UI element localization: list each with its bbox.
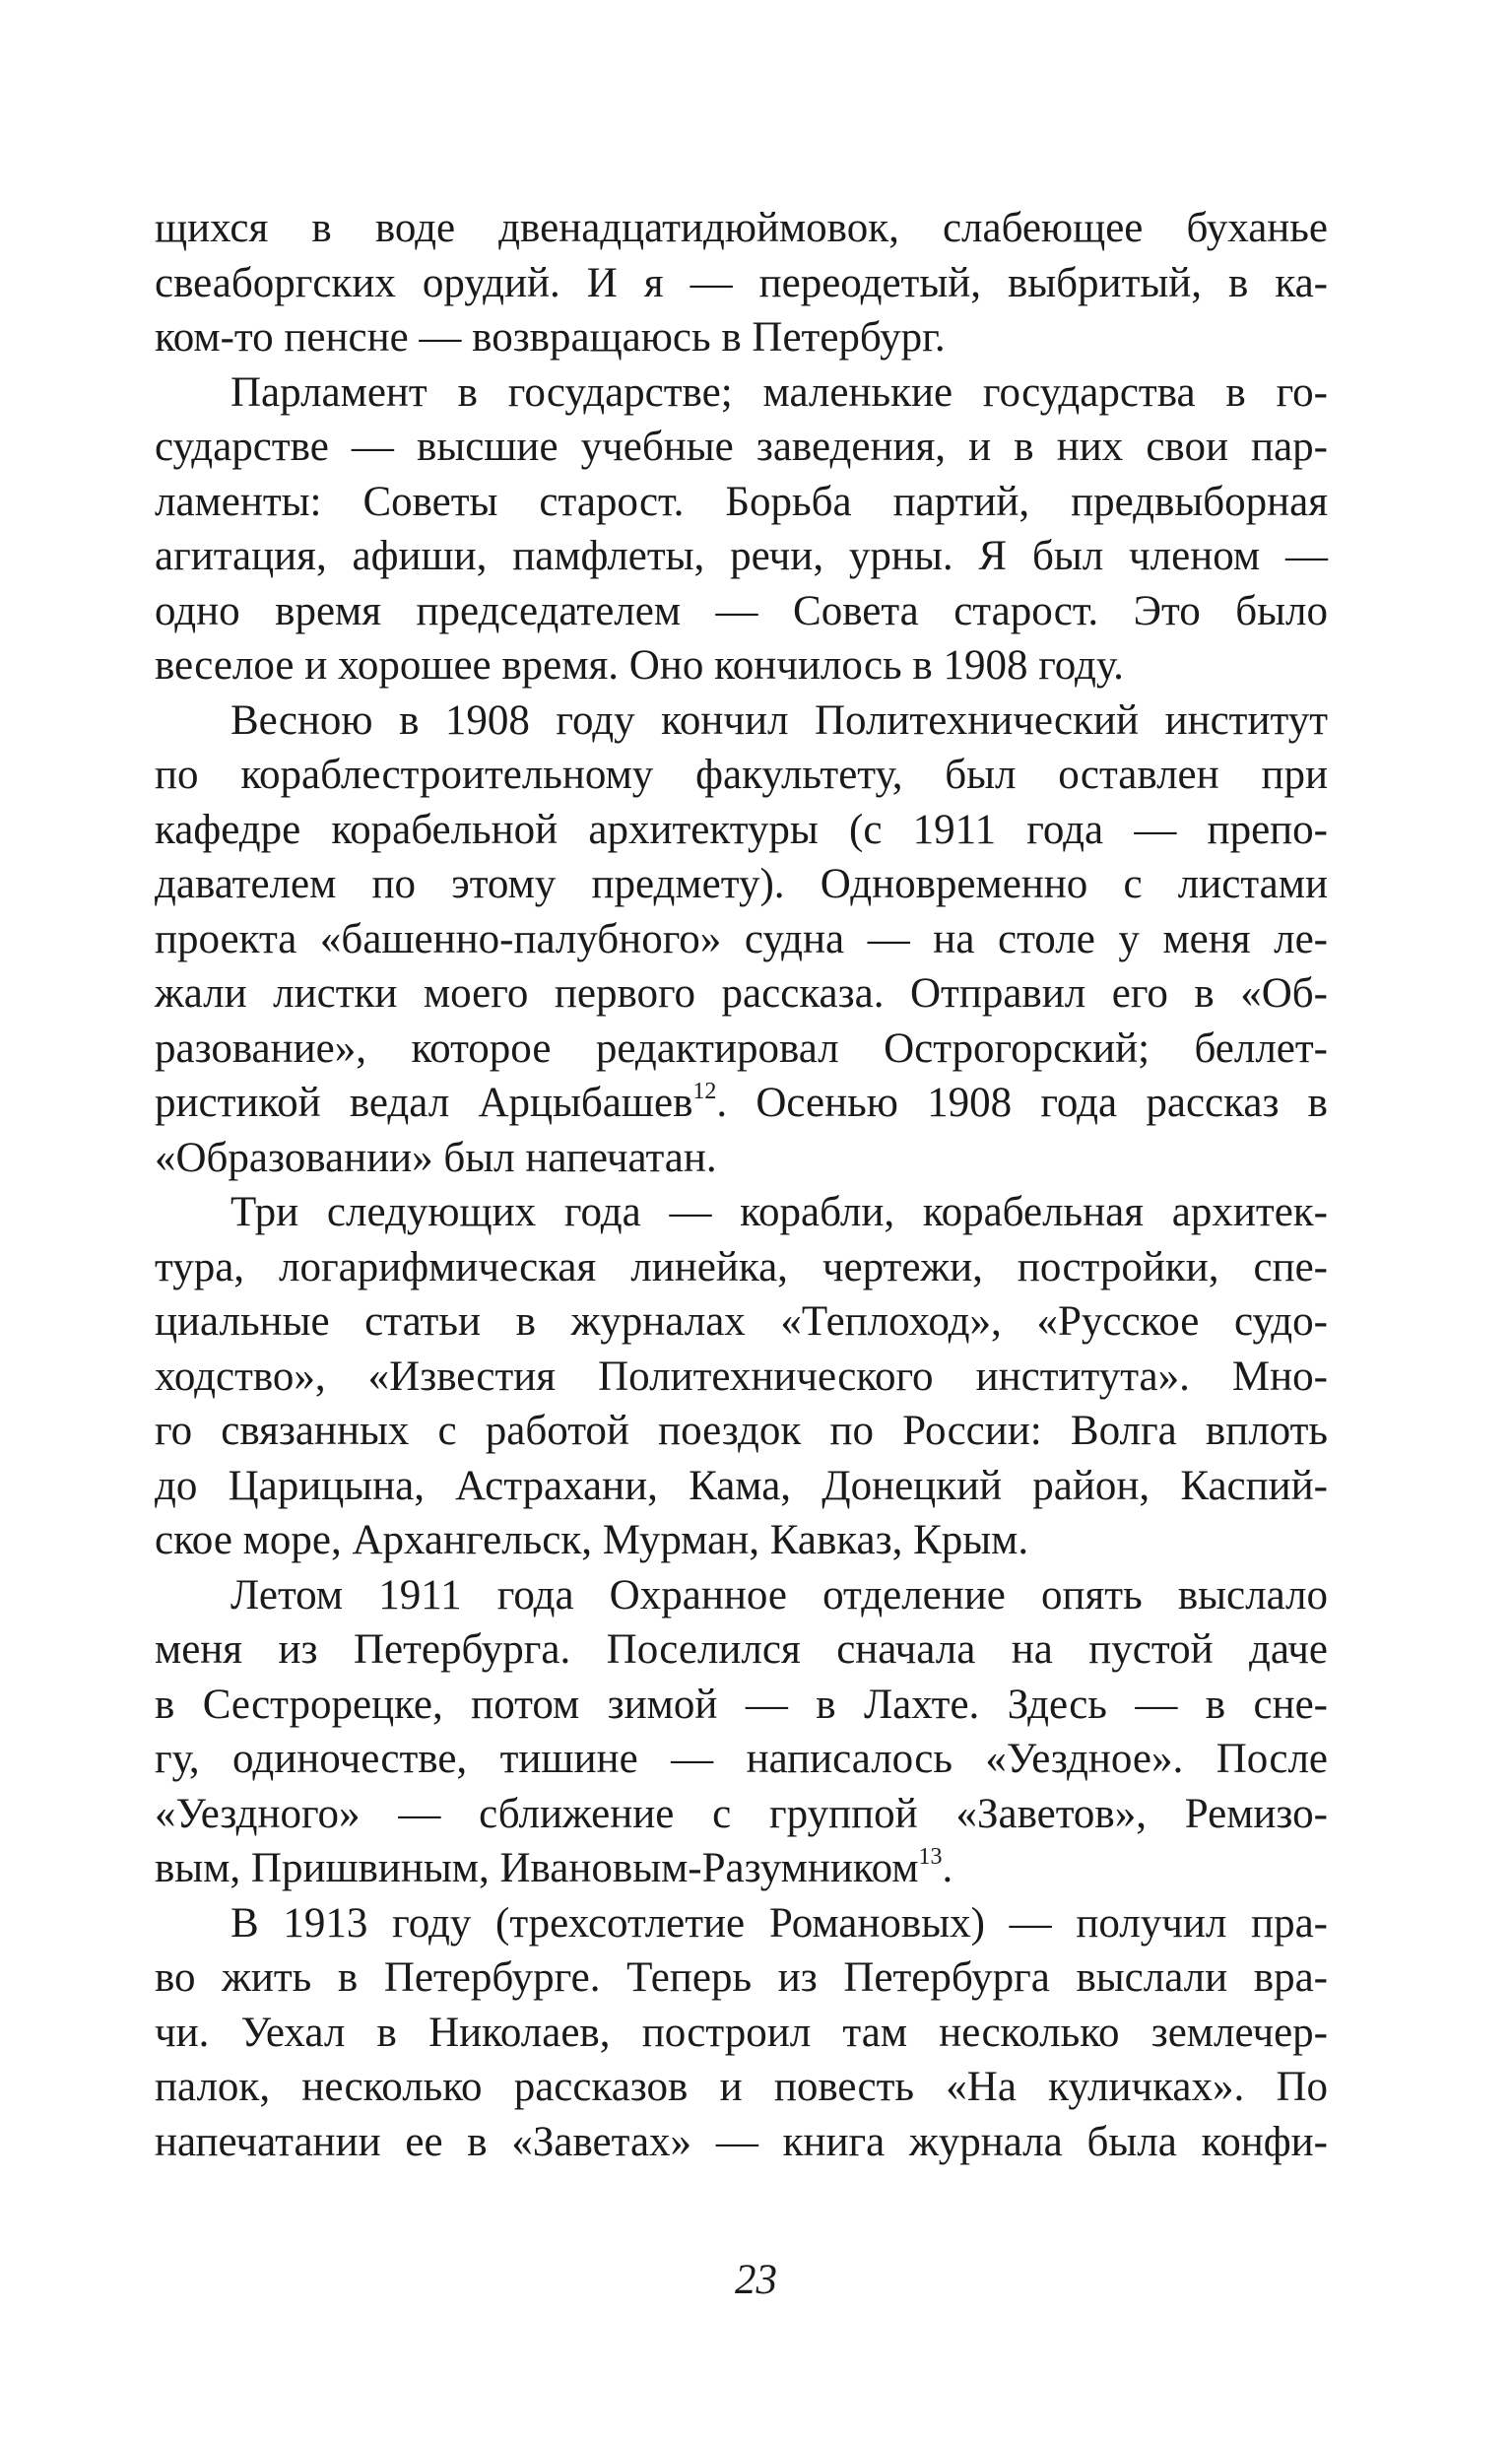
text-line bbox=[155, 529, 1328, 584]
line-text: разование», которое редактировал Острогорский; беллет- bbox=[155, 1024, 1328, 1072]
line-text: жали листки моего первого рассказа. Отправил его в «Об- bbox=[155, 970, 1328, 1017]
line-text: меня из Петербурга. Поселился сначала на пустой даче bbox=[155, 1626, 1328, 1673]
text-line bbox=[155, 2115, 1328, 2170]
text-line bbox=[155, 803, 1328, 858]
line-text: щихся в воде двенадцатидюймовок, слабеющее буханье bbox=[155, 205, 1328, 251]
line-text: ристикой ведал Арцыбашев bbox=[155, 1080, 693, 1126]
text-line bbox=[155, 1459, 1328, 1514]
line-text: проекта «башенно-палубного» судна — на столе у меня ле- bbox=[155, 915, 1328, 962]
line-text: ское море, Архангельск, Мурман, Кавказ, Крым. bbox=[155, 1517, 1029, 1563]
line-text: ком-то пенсне — возвращаюсь в Петербург. bbox=[155, 314, 946, 361]
line-text: циальные статьи в журналах «Теплоход», «Русское судо- bbox=[155, 1298, 1328, 1345]
line-text: ходство», «Известия Политехнического института». Мно- bbox=[155, 1353, 1328, 1400]
paragraph-first-line bbox=[155, 1568, 1328, 1623]
text-line bbox=[155, 1404, 1328, 1459]
text-line bbox=[155, 2006, 1328, 2061]
text-line bbox=[155, 201, 1328, 256]
line-text: агитация, афиши, памфлеты, речи, урны. Я был членом — bbox=[155, 533, 1328, 579]
text-line bbox=[155, 1678, 1328, 1733]
text-line bbox=[155, 912, 1328, 967]
line-text: давателем по этому предмету). Одновременно с листами bbox=[155, 861, 1328, 907]
text-line bbox=[155, 1350, 1328, 1405]
footnote-marker: 12 bbox=[692, 1079, 717, 1104]
line-text: по кораблестроительному факультету, был оставлен при bbox=[155, 752, 1328, 798]
text-line bbox=[155, 1841, 1328, 1896]
line-text: свеаборгских орудий. И я — переодетый, выбритый, в ка- bbox=[155, 259, 1328, 306]
line-text: веселое и хорошее время. Оно кончилось в 1908 году. bbox=[155, 642, 1124, 689]
text-line bbox=[155, 256, 1328, 311]
text-line bbox=[155, 1732, 1328, 1787]
line-text: до Царицына, Астрахани, Кама, Донецкий район, Каспий- bbox=[155, 1462, 1328, 1509]
line-text: «Уездного» — сближение с группой «Заветов», Ремизо- bbox=[155, 1790, 1328, 1837]
line-text: Три следующих года — корабли, корабельная архитек- bbox=[230, 1189, 1328, 1235]
line-text: Весною в 1908 году кончил Политехнический институт bbox=[230, 696, 1328, 744]
footnote-marker: 13 bbox=[918, 1844, 943, 1870]
paragraph-first-line bbox=[155, 365, 1328, 421]
line-text: в Сестрорецке, потом зимой — в Лахте. Здесь — в сне- bbox=[155, 1681, 1328, 1728]
line-text: «Образовании» был напечатан. bbox=[155, 1134, 717, 1181]
line-text: Летом 1911 года Охранное отделение опять выслало bbox=[230, 1571, 1328, 1618]
line-text: чи. Уехал в Николаев, построил там несколько землечер- bbox=[155, 2009, 1328, 2056]
line-text-continued: . bbox=[942, 1845, 953, 1891]
line-text: Парламент в государстве; маленькие государства в го- bbox=[230, 368, 1328, 416]
line-text: палок, несколько рассказов и повесть «На куличках». По bbox=[155, 2064, 1328, 2110]
text-line bbox=[155, 1787, 1328, 1842]
text-line bbox=[155, 475, 1328, 530]
line-text: во жить в Петербурге. Теперь из Петербурга выслали вра- bbox=[155, 1954, 1328, 2001]
paragraph-first-line bbox=[155, 1896, 1328, 1951]
text-line bbox=[155, 966, 1328, 1022]
text-line bbox=[155, 1950, 1328, 2006]
text-line bbox=[155, 1294, 1328, 1350]
text-line bbox=[155, 1622, 1328, 1678]
line-text: напечатании ее в «Заветах» — книга журнала была конфи- bbox=[155, 2118, 1328, 2165]
paragraph-first-line bbox=[155, 693, 1328, 749]
line-text: тура, логарифмическая линейка, чертежи, постройки, спе- bbox=[155, 1243, 1328, 1290]
text-line bbox=[155, 1076, 1328, 1131]
body-text bbox=[155, 201, 1328, 2169]
text-line bbox=[155, 420, 1328, 475]
line-text: В 1913 году (трехсотлетие Романовых) — получил пра- bbox=[230, 1899, 1328, 1947]
line-text: гу, одиночестве, тишине — написалось «Уездное». После bbox=[155, 1736, 1328, 1782]
text-line bbox=[155, 310, 1328, 365]
line-text-continued: . Осенью 1908 года рассказ в bbox=[716, 1080, 1328, 1126]
text-line bbox=[155, 638, 1328, 693]
text-line bbox=[155, 748, 1328, 803]
paragraph-first-line bbox=[155, 1185, 1328, 1240]
line-text: одно время председателем — Совета старост. Это было bbox=[155, 587, 1328, 634]
text-line bbox=[155, 857, 1328, 912]
text-line bbox=[155, 584, 1328, 639]
text-line bbox=[155, 1131, 1328, 1186]
line-text: вым, Пришвиным, Ивановым-Разумником bbox=[155, 1845, 919, 1891]
text-line bbox=[155, 1513, 1328, 1568]
line-text: го связанных с работой поездок по России: Волга вплоть bbox=[155, 1408, 1328, 1454]
line-text: ламенты: Советы старост. Борьба партий, предвыборная bbox=[155, 478, 1328, 525]
line-text: сударстве — высшие учебные заведения, и в них свои пар- bbox=[155, 424, 1328, 470]
text-line bbox=[155, 2060, 1328, 2115]
page-number: 23 bbox=[735, 2257, 777, 2303]
text-line bbox=[155, 1022, 1328, 1077]
text-line bbox=[155, 1240, 1328, 1295]
line-text: кафедре корабельной архитектуры (с 1911 года — препо- bbox=[155, 806, 1328, 853]
